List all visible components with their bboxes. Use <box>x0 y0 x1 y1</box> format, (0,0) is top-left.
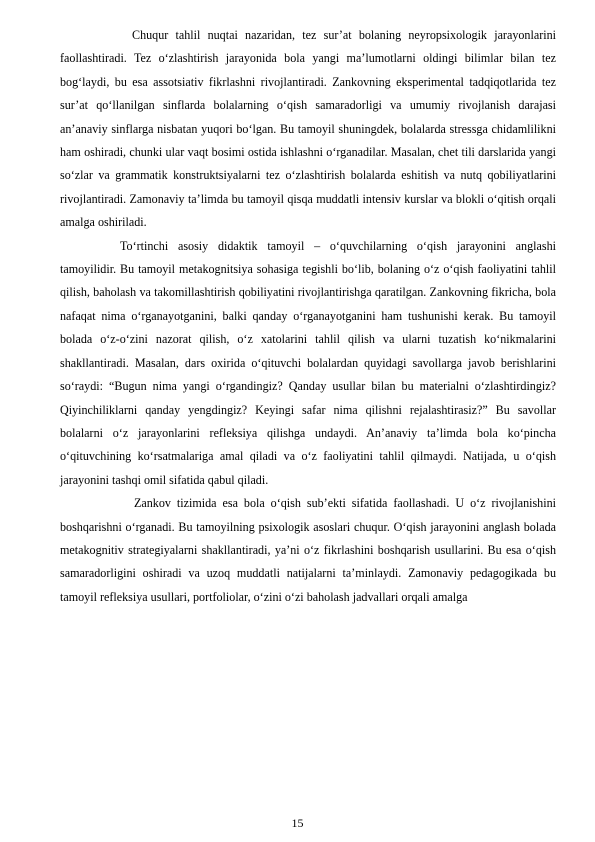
document-page <box>60 24 556 609</box>
paragraph-zankov-system: Zankov tizimida esa bola o‘qish sub’ekti sifatida faollashadi. U o‘z rivojlanishini boshqarishni o‘rganadi. Bu tamoyilning psixologik asoslari chuqur. O‘qish jarayonini anglash bolada metakognitiv strategiyalarni shakllantiradi, ya’ni o‘z fikrlashini boshqarish usullarini. Bu esa o‘qish samaradorligini oshiradi va uzoq muddatli natijalarni ta’minlaydi. Zamonaviy pedagogikada bu tamoyil refleksiya usullari, portfoliolar, o‘zini o‘zi baholash jadvallari orqali amalga <box>60 496 556 604</box>
paragraph-awareness-principle: To‘rtinchi asosiy didaktik tamoyil – o‘quvchilarning o‘qish jarayonini anglashi tamoyilidir. Bu tamoyil metakognitsiya sohasiga tegishli bo‘lib, bolaning o‘z o‘qish faoliyatini tahlil qilish, baholash va takomillashtirish qobiliyatini rivojlantirishga qaratilgan. Zankovning fikricha, bola nafaqat nima o‘rganayotganini, balki qanday o‘rganayotganini ham tushunishi kerak. Bu tamoyil bolada o‘z-o‘zini nazorat qilish, o‘z xatolarini tahlil qilish va ularni tuzatish ko‘nikmalarini shakllantiradi. Masalan, dars oxirida o‘qituvchi bolalardan quyidagi savollarga javob berishlarini so‘raydi: “Bugun nima yangi o‘rgandingiz? Qanday usullar bilan bu materialni o‘zlashtirdingiz? Qiyinchiliklarni qanday yengdingiz? Keyingi safar nima qilishni rejalashtirasiz?” Bu savollar bolalarni o‘z jarayonlarini refleksiya qilishga undaydi. An’anaviy ta’limda bola ko‘pincha o‘qituvchining ko‘rsatmalariga amal qiladi va o‘z faoliyatini tahlil qilmaydi. Natijada, u o‘qish jarayonini tashqi omil sifatida qabul qiladi. <box>60 238 556 487</box>
page-number: 15 <box>291 816 304 830</box>
paragraph-fast-pace: Chuqur tahlil nuqtai nazaridan, tez sur’at bolaning neyropsixologik jarayonlarini faollashtiradi. Tez o‘zlashtirish jarayonida bola yangi ma’lumotlarni oldingi bilimlar bilan tez bog‘laydi, bu esa assotsiativ fikrlashni rivojlantiradi. Zankovning eksperimental tadqiqotlarida tez sur’at qo‘llanilgan sinflarda bolalarning o‘qish samaradorligi va umumiy rivojlanish darajasi an’anaviy sinflarga nisbatan yuqori bo‘lgan. Bu tamoyil shuningdek, bolalarda stressga chidamlilikni ham oshiradi, chunki ular vaqt bosimi ostida ishlashni o‘rganadilar. Masalan, chet tili darslarida yangi so‘zlar va grammatik konstruktsiyalarni tez o‘zlashtirish bolalarda eshitish va nutq qobiliyatlarini rivojlantiradi. Zamonaviy ta’limda bu tamoyil qisqa muddatli intensiv kurslar va blokli o‘qitish orqali amalga oshiriladi. <box>60 28 556 230</box>
